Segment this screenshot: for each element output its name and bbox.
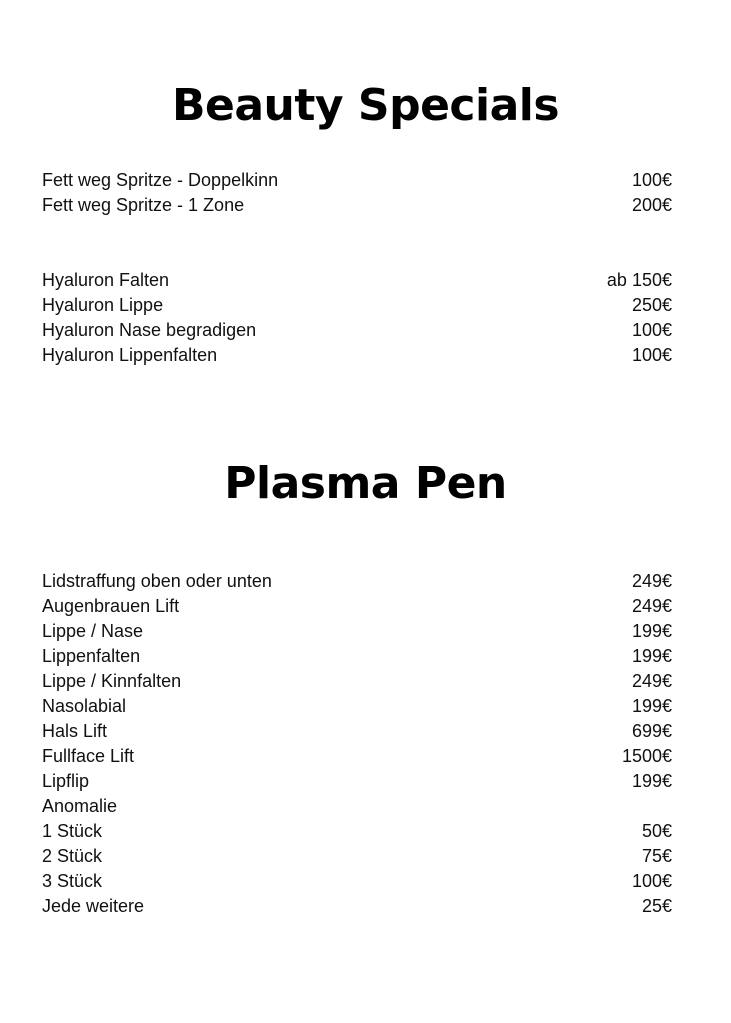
price-row bbox=[42, 343, 672, 368]
service-name: Augenbrauen Lift bbox=[42, 596, 180, 616]
service-price: 249€ bbox=[631, 596, 672, 616]
service-name: Lidstraffung oben oder unten bbox=[42, 571, 272, 591]
section-title-plasma-pen: Plasma Pen bbox=[224, 458, 507, 509]
service-price: ab 150€ bbox=[606, 270, 672, 290]
service-name: Hyaluron Falten bbox=[42, 270, 170, 290]
service-price: 100€ bbox=[631, 320, 672, 340]
price-row bbox=[42, 619, 672, 644]
price-row bbox=[42, 293, 672, 318]
service-name: Hals Lift bbox=[42, 721, 108, 741]
service-name: Lippe / Kinnfalten bbox=[42, 671, 182, 691]
price-row bbox=[42, 744, 672, 769]
service-price: 249€ bbox=[631, 671, 672, 691]
price-list-fett-weg bbox=[42, 168, 672, 218]
service-name: Jede weitere bbox=[42, 896, 145, 916]
price-row bbox=[42, 769, 672, 794]
service-price: 200€ bbox=[631, 195, 672, 215]
price-row bbox=[42, 694, 672, 719]
service-name: Lippe / Nase bbox=[42, 621, 144, 641]
service-name: Nasolabial bbox=[42, 696, 127, 716]
service-name: 1 Stück bbox=[42, 821, 103, 841]
service-name: 3 Stück bbox=[42, 871, 103, 891]
service-name: Hyaluron Nase begradigen bbox=[42, 320, 257, 340]
price-row bbox=[42, 644, 672, 669]
price-row bbox=[42, 819, 672, 844]
price-row bbox=[42, 869, 672, 894]
price-list-plasma-pen bbox=[42, 569, 672, 919]
service-price: 1500€ bbox=[621, 746, 672, 766]
price-row bbox=[42, 193, 672, 218]
service-price: 25€ bbox=[641, 896, 672, 916]
price-row bbox=[42, 719, 672, 744]
service-price: 199€ bbox=[631, 646, 672, 666]
service-name: Lippenfalten bbox=[42, 646, 141, 666]
price-list-hyaluron bbox=[42, 268, 672, 368]
service-name: Hyaluron Lippenfalten bbox=[42, 345, 218, 365]
price-row bbox=[42, 594, 672, 619]
price-row bbox=[42, 268, 672, 293]
service-price: 100€ bbox=[631, 871, 672, 891]
section-title-beauty-specials: Beauty Specials bbox=[171, 80, 560, 131]
service-name: 2 Stück bbox=[42, 846, 103, 866]
service-price: 249€ bbox=[631, 571, 672, 591]
service-name: Anomalie bbox=[42, 796, 118, 816]
service-price: 100€ bbox=[631, 345, 672, 365]
price-row bbox=[42, 894, 672, 919]
service-price: 199€ bbox=[631, 771, 672, 791]
service-name: Hyaluron Lippe bbox=[42, 295, 164, 315]
service-price: 50€ bbox=[641, 821, 672, 841]
service-name: Fett weg Spritze - 1 Zone bbox=[42, 195, 245, 215]
service-price: 199€ bbox=[631, 621, 672, 641]
service-price: 199€ bbox=[631, 696, 672, 716]
price-row bbox=[42, 569, 672, 594]
price-row bbox=[42, 794, 672, 819]
service-price: 100€ bbox=[631, 170, 672, 190]
price-row bbox=[42, 844, 672, 869]
price-row bbox=[42, 168, 672, 193]
price-row bbox=[42, 318, 672, 343]
price-row bbox=[42, 669, 672, 694]
service-name: Fullface Lift bbox=[42, 746, 135, 766]
service-price: 699€ bbox=[631, 721, 672, 741]
service-name: Lipflip bbox=[42, 771, 90, 791]
service-price: 75€ bbox=[641, 846, 672, 866]
service-name: Fett weg Spritze - Doppelkinn bbox=[42, 170, 279, 190]
service-price: 250€ bbox=[631, 295, 672, 315]
